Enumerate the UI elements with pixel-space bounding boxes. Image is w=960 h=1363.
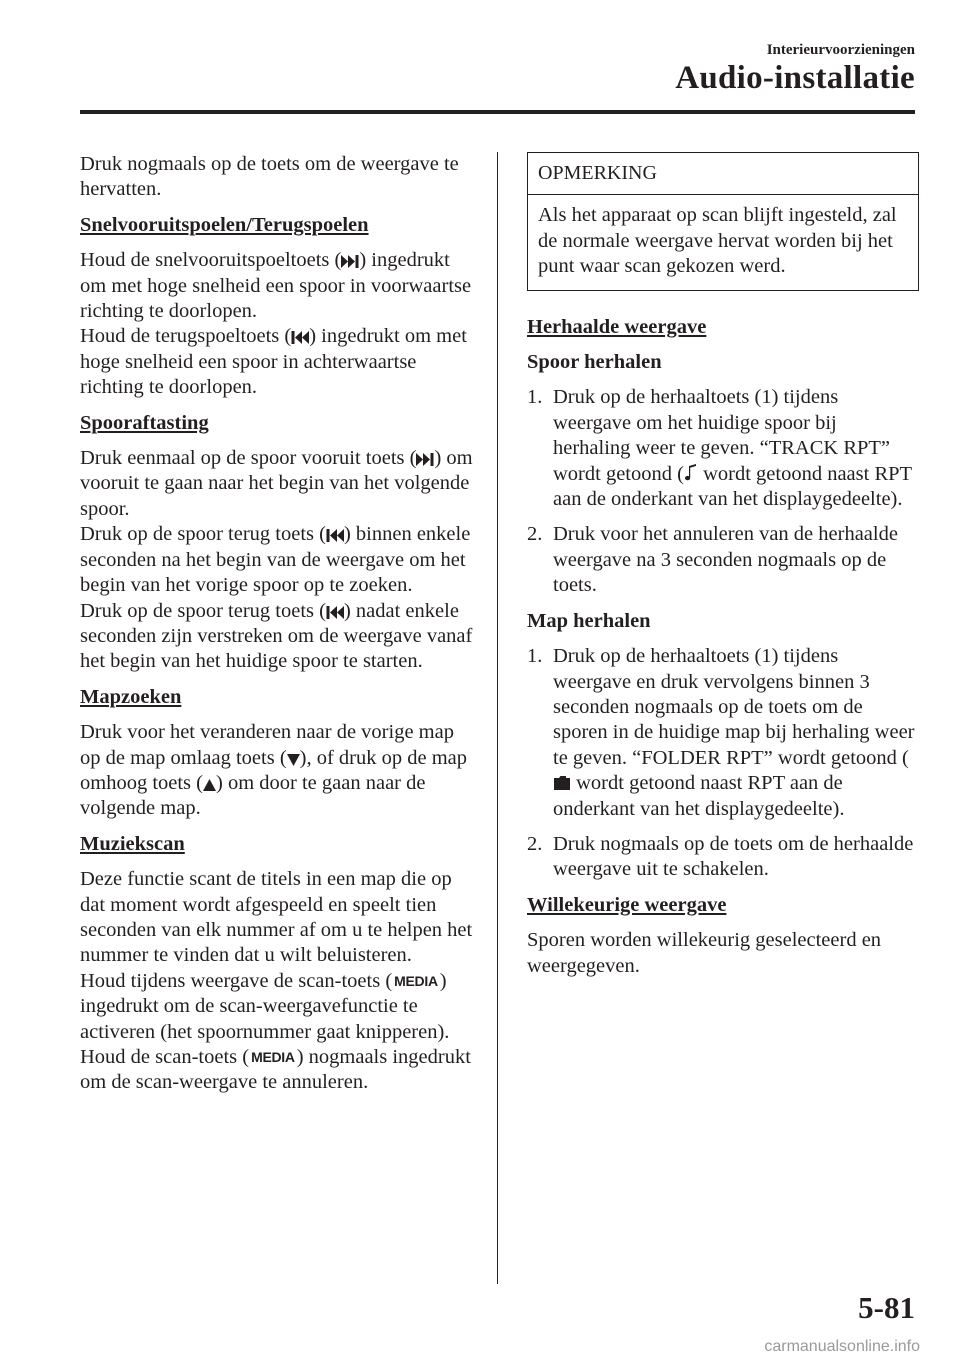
section-label: Interieurvoorzieningen xyxy=(766,42,915,58)
page-title: Audio-installatie xyxy=(675,60,915,96)
random-playback-paragraph: Sporen worden willekeurig geselecteerd en weergegeven. xyxy=(527,929,882,977)
folder-repeat-steps xyxy=(527,644,919,883)
heading-fast-forward: Snelvooruitspoelen/Terugspoelen xyxy=(80,213,369,236)
music-scan-paragraph-2 xyxy=(80,969,476,1096)
text: ) ingedrukt om met hoge snelheid een spoor in voorwaartse richting te doorlopen. xyxy=(80,249,472,323)
track-repeat-steps xyxy=(527,385,919,598)
track-back-icon xyxy=(326,606,344,619)
page-number: 5-81 xyxy=(858,1290,915,1325)
heading-repeat-playback: Herhaalde weergave xyxy=(527,315,707,338)
step-number: 1. xyxy=(527,386,543,409)
text: wordt getoond naast RPT aan de onderkant van het displaygedeelte). xyxy=(553,462,912,511)
text: ) om vooruit te gaan naar het begin van het volgende spoor. xyxy=(80,447,473,520)
list-item xyxy=(527,644,919,822)
music-scan-paragraph-1: Deze functie scant de titels in een map die op dat moment wordt afgespeeld en speelt tien seconden van elk nummer af om u te helpen het nummer te vinden dat u wilt beluisteren. xyxy=(80,868,473,967)
folder-search-paragraph xyxy=(80,720,476,822)
track-back-icon xyxy=(326,529,344,542)
page-header xyxy=(80,40,915,114)
folder-icon xyxy=(553,775,571,791)
text: Druk nogmaals op de toets om de herhaalde weergave uit te schakelen. xyxy=(553,832,914,881)
text: Druk voor het annuleren van de herhaalde weergave na 3 seconden nogmaals op de toets. xyxy=(553,523,898,597)
text: Druk eenmaal op de spoor vooruit toets ( xyxy=(80,447,417,470)
text: ) om door te gaan naar de volgende map. xyxy=(80,771,426,820)
text: ) ingedrukt om met hoge snelheid een spoor in achterwaartse richting te doorlopen. xyxy=(80,325,467,399)
note-box xyxy=(527,152,919,291)
step-number: 2. xyxy=(527,523,543,546)
media-button-icon: MEDIA xyxy=(394,972,438,989)
media-button-icon: MEDIA xyxy=(251,1049,295,1065)
text: Houd de terugspoeltoets ( xyxy=(80,325,292,348)
note-text: Als het apparaat op scan blijft ingesteld, zal de normale weergave hervat worden bij het punt waar scan gekozen werd. xyxy=(538,204,897,278)
text: Druk op de spoor terug toets ( xyxy=(80,523,326,546)
folder-down-icon xyxy=(287,754,300,766)
rewind-icon xyxy=(291,331,309,344)
text: ) binnen enkele seconden na het begin van de weergave om het begin van het vorige spoor op te zoeken. xyxy=(80,523,471,597)
text: wordt getoond naast RPT aan de onderkant van het displaygedeelte). xyxy=(553,772,845,820)
heading-track-repeat: Spoor herhalen xyxy=(527,351,662,374)
track-skip-paragraph xyxy=(80,446,476,675)
right-column xyxy=(527,152,919,989)
list-item xyxy=(527,832,919,883)
heading-folder-repeat: Map herhalen xyxy=(527,609,651,632)
heading-music-scan: Muziekscan xyxy=(80,832,185,855)
text: ), of druk op de map omhoog toets ( xyxy=(80,746,468,794)
text: ) nadat enkele seconden zijn verstreken om de weergave vanaf het begin van het huidige spoor te starten. xyxy=(80,599,473,673)
folder-up-icon xyxy=(203,779,216,791)
heading-folder-search: Mapzoeken xyxy=(80,685,182,708)
left-column xyxy=(80,152,476,1106)
resume-paragraph: Druk nogmaals op de toets om de weergave te hervatten. xyxy=(80,153,459,201)
text: Druk voor het veranderen naar de vorige map op de map omlaag toets ( xyxy=(80,721,454,769)
footer-watermark: carmanualsonline.info xyxy=(764,1338,920,1355)
heading-track-skip: Spooraftasting xyxy=(80,411,209,434)
text: ) nogmaals ingedrukt om de scan-weergave te annuleren. xyxy=(80,1046,471,1094)
list-item xyxy=(527,522,919,598)
step-number: 1. xyxy=(527,645,543,668)
list-item xyxy=(527,385,919,512)
column-divider xyxy=(497,152,498,1284)
text: Druk op de herhaaltoets (1) tijdens weergave en druk vervolgens binnen 3 seconden nogmaals op de toets om de sporen in de huidige map bij herhaling weer te geven. “FOLDER RPT” wordt getoond ( xyxy=(553,645,915,769)
text: Houd de snelvooruitspoeltoets ( xyxy=(80,249,342,272)
heading-random-playback: Willekeurige weergave xyxy=(527,893,727,916)
fast-forward-icon xyxy=(341,255,359,268)
step-number: 2. xyxy=(527,832,543,855)
text: Houd tijdens weergave de scan-toets ( xyxy=(80,969,393,992)
text: Druk op de herhaaltoets (1) tijdens weergave om het huidige spoor bij herhaling weer te geven. “TRACK RPT” wordt getoond ( xyxy=(553,386,891,485)
text: ) ingedrukt om de scan-weergavefunctie te activeren (het spoornummer gaat knipperen). Houd de scan-toets ( xyxy=(80,969,450,1068)
note-label: OPMERKING xyxy=(528,153,918,195)
fast-forward-paragraph xyxy=(80,248,476,400)
text: Druk op de spoor terug toets ( xyxy=(80,599,326,622)
music-note-icon xyxy=(684,464,698,482)
track-forward-icon xyxy=(416,453,434,466)
